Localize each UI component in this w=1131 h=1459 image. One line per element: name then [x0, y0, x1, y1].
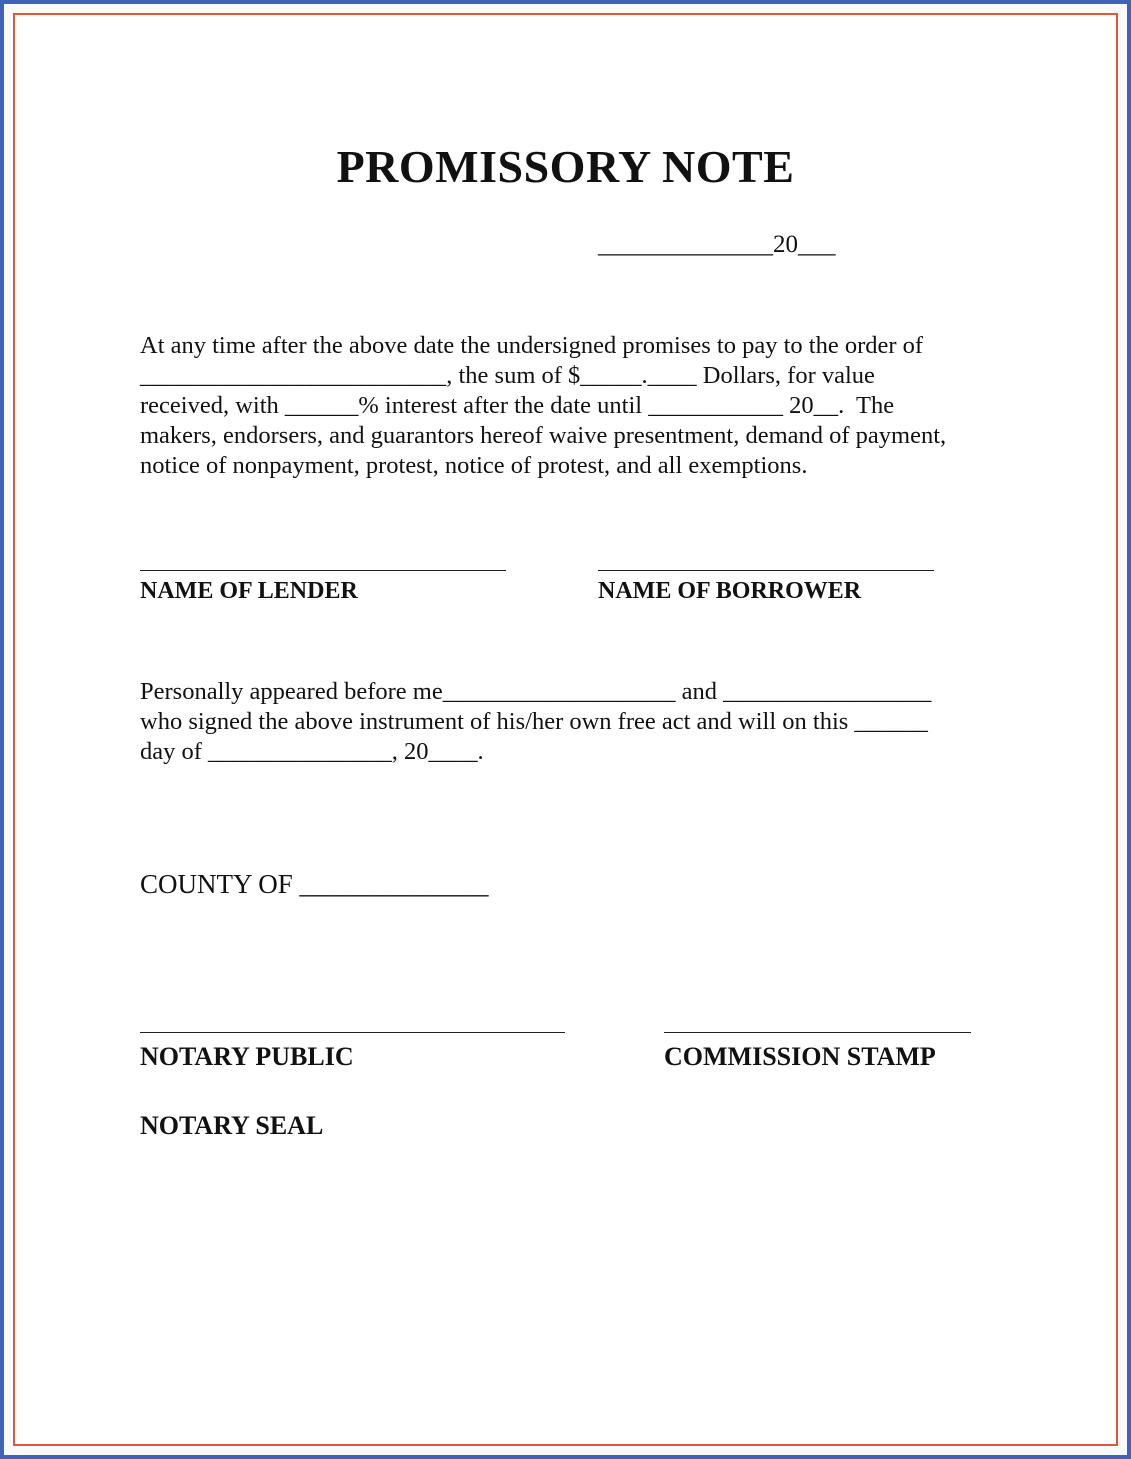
commission-stamp-label: COMMISSION STAMP	[664, 1042, 936, 1071]
notary-signature-line	[140, 1032, 565, 1033]
stamp-signature-line	[664, 1032, 971, 1033]
notary-seal-label: NOTARY SEAL	[140, 1111, 324, 1140]
acknowledgment-line: day of _______________, 20____.	[140, 738, 484, 765]
lender-signature-line	[140, 570, 506, 571]
document-title: PROMISSORY NOTE	[336, 141, 795, 192]
borrower-signature-line	[598, 570, 934, 571]
paragraph-line: _________________________, the sum of $_____.____ Dollars, for value	[140, 362, 875, 389]
lender-label: NAME OF LENDER	[140, 578, 358, 604]
borrower-label: NAME OF BORROWER	[598, 578, 862, 604]
paragraph-line: notice of nonpayment, protest, notice of protest, and all exemptions.	[140, 452, 808, 479]
promise-paragraph	[140, 331, 946, 481]
paragraph-line: makers, endorsers, and guarantors hereof waive presentment, demand of payment,	[140, 422, 947, 449]
paragraph-line: received, with ______% interest after the date until ___________ 20__. The	[140, 392, 895, 419]
acknowledgment-paragraph	[140, 677, 931, 767]
date-line: ______________20___	[598, 231, 836, 258]
paragraph-line: At any time after the above date the undersigned promises to pay to the order of	[140, 332, 924, 359]
acknowledgment-line: who signed the above instrument of his/her own free act and will on this ______	[140, 708, 928, 735]
notary-public-label: NOTARY PUBLIC	[140, 1042, 354, 1071]
county-line: COUNTY OF ______________	[140, 869, 489, 899]
acknowledgment-line: Personally appeared before me___________________ and _________________	[140, 678, 932, 705]
